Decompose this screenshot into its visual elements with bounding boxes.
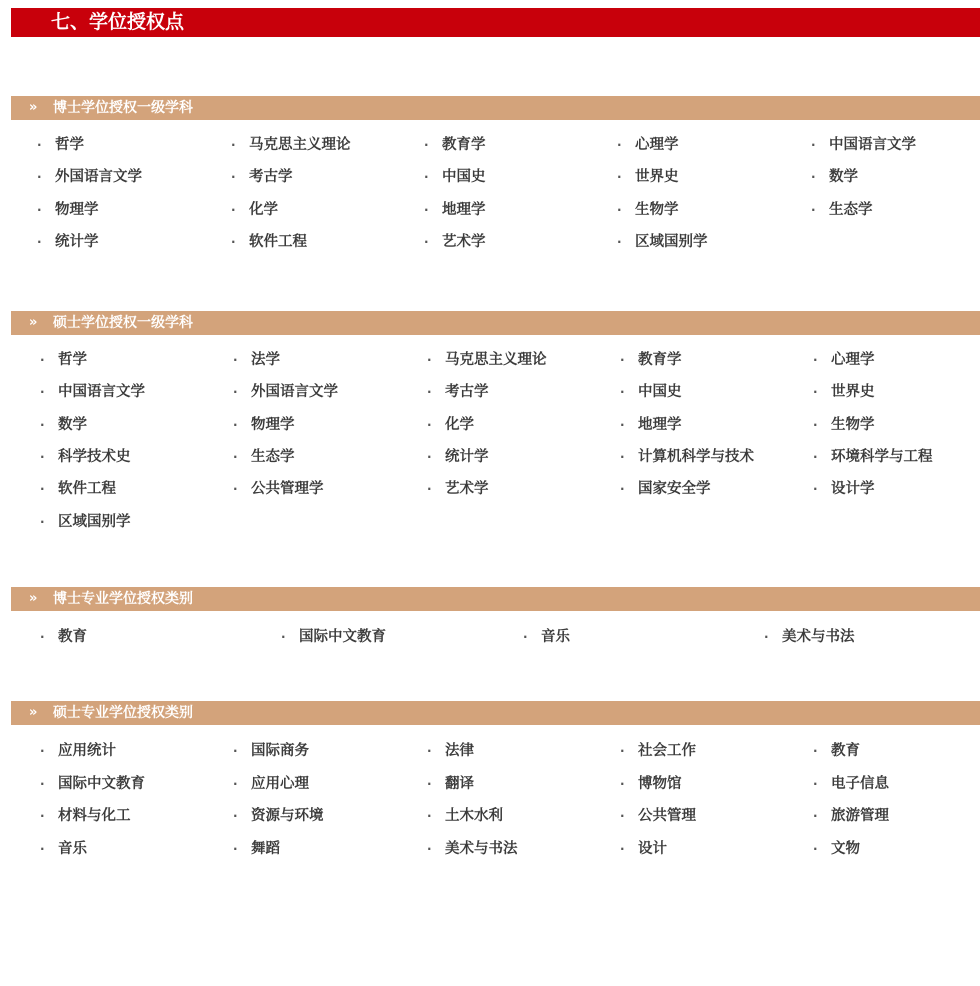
bullet-icon: · [424,234,429,249]
list-item-label: 计算机科学与技术 [638,447,754,465]
chevron-icon: » [29,705,38,720]
list-item-label: 公共管理 [638,807,696,825]
bullet-icon: · [40,449,45,464]
bullet-icon: · [40,776,45,791]
bullet-icon: · [231,170,236,185]
list-item-label: 公共管理学 [251,480,324,498]
list-item-label: 物理学 [55,200,99,218]
bullet-icon: · [620,776,625,791]
bullet-icon: · [233,449,238,464]
bullet-icon: · [40,385,45,400]
bullet-icon: · [620,417,625,432]
list-item-label: 材料与化工 [58,807,131,825]
bullet-icon: · [813,841,818,856]
section-title: 硕士学位授权一级学科 [53,315,193,331]
list-item-label: 环境科学与工程 [831,447,933,465]
list-item-label: 美术与书法 [445,839,518,857]
bullet-icon: · [617,170,622,185]
bullet-icon: · [427,776,432,791]
list-item-label: 音乐 [541,628,570,645]
bullet-icon: · [617,138,622,152]
list-item-label: 国际中文教育 [58,774,145,792]
list-item-label: 资源与环境 [251,807,324,825]
bullet-icon: · [281,630,286,644]
list-item-label: 法学 [251,351,280,368]
bullet-icon: · [764,630,769,644]
list-item-label: 化学 [249,200,278,218]
bullet-icon: · [617,202,622,217]
bullet-icon: · [620,353,625,367]
bullet-icon: · [40,482,45,497]
list-item-label: 国际商务 [251,742,309,759]
list-item-label: 生态学 [251,447,295,465]
list-item-label: 软件工程 [58,480,116,498]
section-title: 博士专业学位授权类别 [53,591,193,607]
list-item-label: 艺术学 [445,480,489,498]
bullet-icon: · [231,234,236,249]
bullet-icon: · [40,630,45,644]
page-title-bar [11,8,980,37]
list-item-label: 设计 [638,839,667,857]
bullet-icon: · [811,202,816,217]
list-item-label: 设计学 [831,480,875,498]
list-item-label: 法律 [445,742,474,759]
list-item-label: 生物学 [831,415,875,433]
bullet-icon: · [40,514,45,529]
bullet-icon: · [427,449,432,464]
section-3 [11,587,980,645]
list-item-label: 科学技术史 [58,447,131,465]
list-item-label: 应用统计 [58,742,116,759]
list-item-label: 中国史 [442,168,486,186]
list-item-label: 数学 [58,415,87,433]
bullet-icon: · [620,841,625,856]
list-item-label: 中国语言文学 [58,383,145,401]
bullet-icon: · [813,809,818,824]
bullet-icon: · [813,417,818,432]
list-item-label: 统计学 [55,232,99,250]
list-item-label: 教育 [58,628,87,645]
list-item-label: 外国语言文学 [55,168,142,186]
section-title: 博士学位授权一级学科 [53,100,193,116]
list-item-label: 音乐 [58,839,87,857]
bullet-icon: · [427,841,432,856]
list-item-label: 马克思主义理论 [249,136,351,153]
list-item-label: 区域国别学 [635,232,708,250]
bullet-icon: · [813,449,818,464]
bullet-icon: · [813,776,818,791]
section-header [11,96,980,120]
list-item-label: 土木水利 [445,807,503,825]
section-title: 硕士专业学位授权类别 [53,705,193,721]
bullet-icon: · [37,234,42,249]
bullet-icon: · [40,809,45,824]
bullet-icon: · [620,449,625,464]
bullet-icon: · [233,809,238,824]
chevron-icon: » [29,591,38,606]
list-item-label: 电子信息 [831,774,889,792]
bullet-icon: · [424,170,429,185]
list-item-label: 国际中文教育 [299,628,386,645]
bullet-icon: · [233,744,238,758]
section-4 [11,701,980,857]
list-item-label: 舞蹈 [251,839,280,857]
list-item-label: 地理学 [442,200,486,218]
section-header [11,587,980,611]
bullet-icon: · [813,482,818,497]
bullet-icon: · [620,744,625,758]
bullet-icon: · [427,482,432,497]
bullet-icon: · [811,170,816,185]
bullet-icon: · [813,353,818,367]
bullet-icon: · [427,744,432,758]
bullet-icon: · [37,138,42,152]
list-item-label: 统计学 [445,447,489,465]
bullet-icon: · [427,809,432,824]
bullet-icon: · [811,138,816,152]
list-item-label: 教育学 [442,136,486,153]
bullet-icon: · [620,385,625,400]
list-item-label: 文物 [831,839,860,857]
bullet-icon: · [231,138,236,152]
list-item-label: 哲学 [55,136,84,153]
list-item-label: 外国语言文学 [251,383,338,401]
bullet-icon: · [424,138,429,152]
section-header [11,701,980,725]
list-item-label: 翻译 [445,774,474,792]
section-1 [11,96,980,250]
bullet-icon: · [40,417,45,432]
list-item-label: 世界史 [635,168,679,186]
list-item-label: 考古学 [445,383,489,401]
list-item-label: 博物馆 [638,774,682,792]
list-item-label: 数学 [829,168,858,186]
list-item-label: 美术与书法 [782,628,855,645]
bullet-icon: · [233,417,238,432]
bullet-icon: · [427,385,432,400]
list-item-label: 中国史 [638,383,682,401]
bullet-icon: · [40,353,45,367]
list-item-label: 心理学 [831,351,875,368]
bullet-icon: · [40,841,45,856]
bullet-icon: · [233,385,238,400]
list-item-label: 马克思主义理论 [445,351,547,368]
list-item-label: 软件工程 [249,232,307,250]
list-item-label: 区域国别学 [58,512,131,530]
list-item-label: 生物学 [635,200,679,218]
page-title: 七、学位授权点 [51,11,185,33]
list-item-label: 化学 [445,415,474,433]
list-item-label: 社会工作 [638,742,696,759]
list-item-label: 国家安全学 [638,480,711,498]
bullet-icon: · [233,353,238,367]
section-header [11,311,980,335]
chevron-icon: » [29,315,38,330]
list-item-label: 心理学 [635,136,679,153]
list-item-label: 物理学 [251,415,295,433]
list-item-label: 中国语言文学 [829,136,916,153]
bullet-icon: · [617,234,622,249]
bullet-icon: · [231,202,236,217]
section-2 [11,311,980,530]
list-item-label: 考古学 [249,168,293,186]
bullet-icon: · [620,809,625,824]
list-item-label: 哲学 [58,351,87,368]
chevron-icon: » [29,100,38,115]
bullet-icon: · [233,841,238,856]
bullet-icon: · [233,482,238,497]
bullet-icon: · [813,744,818,758]
list-item-label: 世界史 [831,383,875,401]
list-item-label: 生态学 [829,200,873,218]
list-item-label: 艺术学 [442,232,486,250]
list-item-label: 地理学 [638,415,682,433]
bullet-icon: · [620,482,625,497]
bullet-icon: · [37,202,42,217]
bullet-icon: · [424,202,429,217]
list-item-label: 旅游管理 [831,807,889,825]
bullet-icon: · [40,744,45,758]
bullet-icon: · [813,385,818,400]
list-item-label: 应用心理 [251,774,309,792]
list-item-label: 教育学 [638,351,682,368]
bullet-icon: · [233,776,238,791]
bullet-icon: · [37,170,42,185]
bullet-icon: · [427,417,432,432]
bullet-icon: · [427,353,432,367]
list-item-label: 教育 [831,742,860,759]
bullet-icon: · [523,630,528,644]
